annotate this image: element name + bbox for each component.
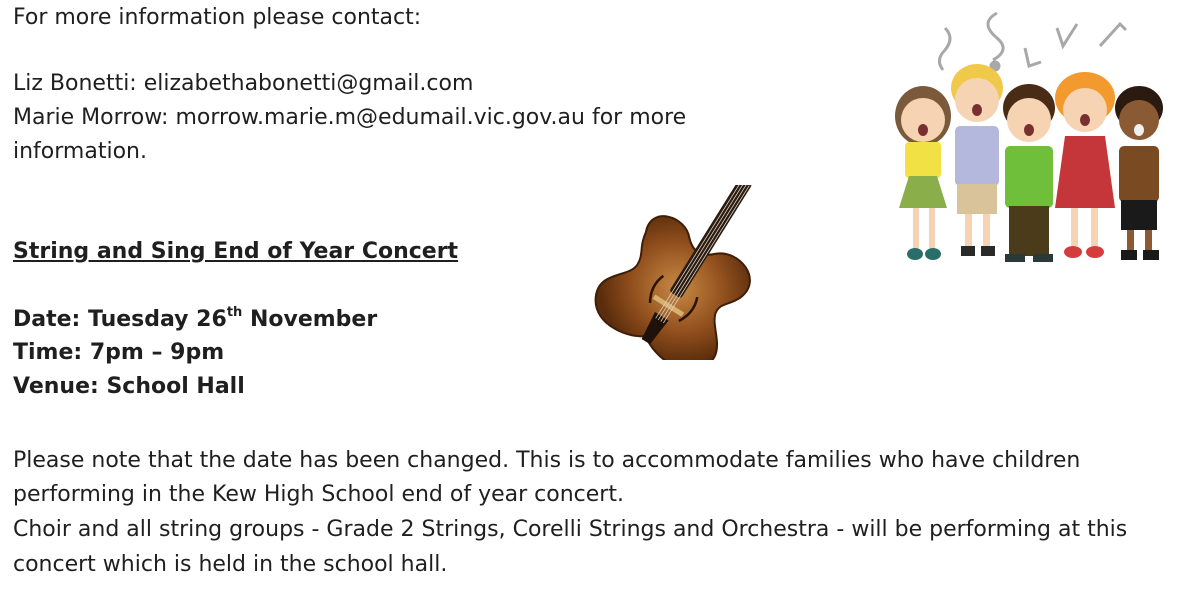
child-2 [951,64,1003,256]
event-time: Time: 7pm – 9pm [13,340,225,365]
contact-intro: For more information please contact: [13,5,422,30]
child-3 [1003,84,1055,262]
note-line-1: Please note that the date has been changed. This is to accommodate families who have children [13,448,1081,473]
child-5 [1115,86,1163,260]
music-notes-icon [939,13,1126,70]
event-title: String and Sing End of Year Concert [13,239,459,264]
note-line-4: concert which is held in the school hall. [13,552,448,577]
violin-image [550,185,780,360]
contact-marie-cont: information. [13,139,147,164]
note-line-2: performing in the Kew High School end of year concert. [13,482,624,507]
event-date [13,303,377,337]
event-date-prefix: Date: Tuesday 26 [13,307,227,332]
event-date-sup: th [226,304,243,320]
contact-marie: Marie Morrow: morrow.marie.m@edumail.vic.gov.au for more [13,105,687,130]
contact-liz: Liz Bonetti: elizabethabonetti@gmail.com [13,71,474,96]
singing-children-image [885,8,1175,270]
event-venue: Venue: School Hall [13,374,245,399]
event-date-suffix: November [242,307,378,332]
note-line-3: Choir and all string groups - Grade 2 Strings, Corelli Strings and Orchestra - will be performing at this [13,517,1128,542]
child-1 [895,86,951,260]
child-4 [1055,72,1115,258]
